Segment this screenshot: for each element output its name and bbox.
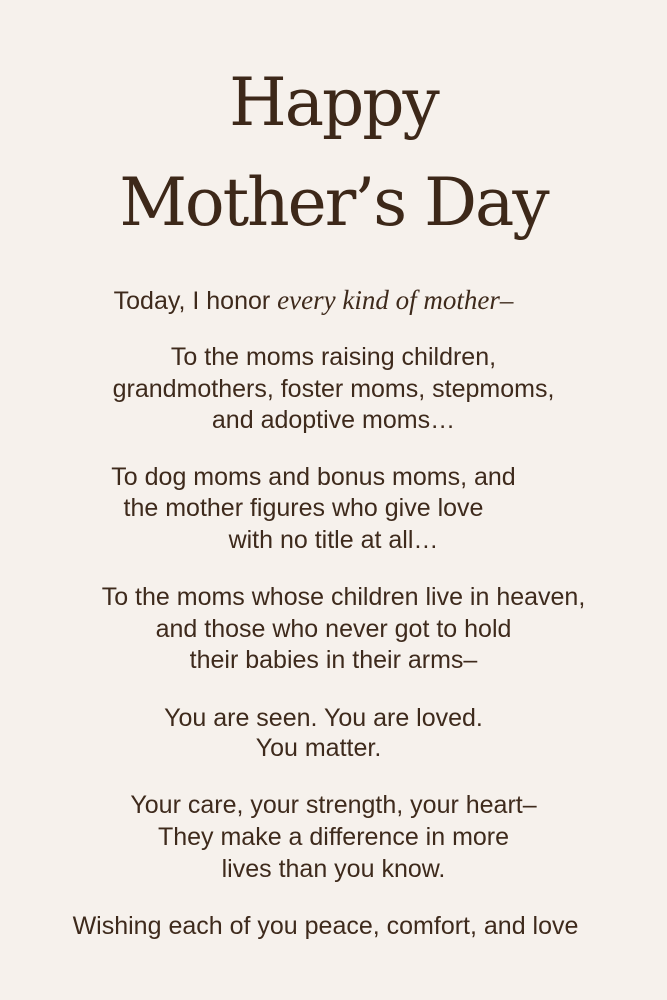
intro-plain-text: Today, I honor <box>113 287 278 315</box>
title-line-2: Mother’s Day <box>119 164 548 241</box>
stanza-line: and adoptive moms… <box>211 406 456 434</box>
stanza-line: lives than you know. <box>221 855 446 883</box>
stanza-line: To the moms whose children live in heaven, <box>101 583 586 611</box>
stanza-line: the mother figures who give love <box>123 494 484 522</box>
stanza-line: To the moms raising children, <box>170 343 497 371</box>
stanza-line: They make a difference in more <box>157 823 510 851</box>
intro-line <box>0 285 647 316</box>
intro-italic-text: every kind of mother– <box>277 285 514 315</box>
closing-line: Wishing each of you peace, comfort, and love <box>72 912 579 940</box>
stanza-line: To dog moms and bonus moms, and <box>111 463 516 491</box>
stanza-line: Your care, your strength, your heart– <box>130 791 537 819</box>
stanza-line: grandmothers, foster moms, stepmoms, <box>112 375 555 403</box>
stanza-line: You matter. <box>255 734 382 762</box>
stanza-line: and those who never got to hold <box>155 615 512 643</box>
stanza-line: their babies in their arms– <box>189 646 478 674</box>
title-line-1: Happy <box>229 64 438 141</box>
stanza-line: You are seen. You are loved. <box>164 704 483 732</box>
stanza-line: with no title at all… <box>228 526 439 554</box>
